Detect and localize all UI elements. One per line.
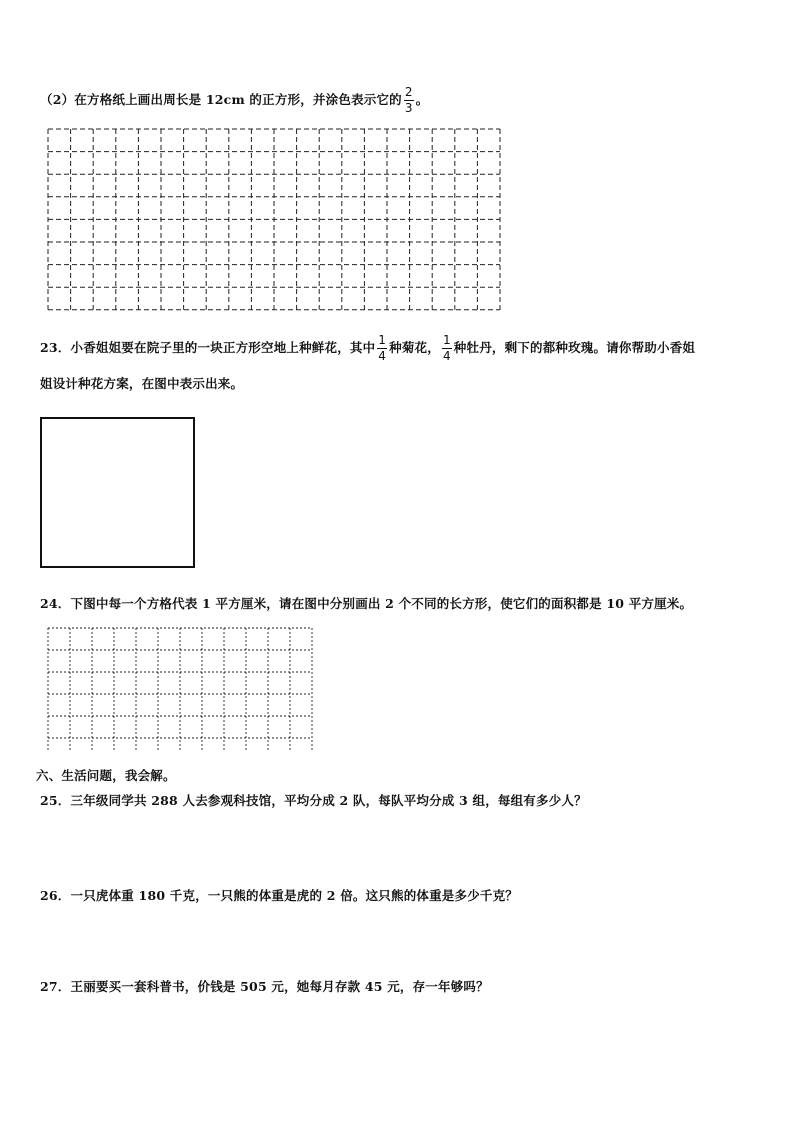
question-25: 25．三年级同学共 288 人去参观科技馆，平均分成 2 队，每队平均分成 3 组，每组有多少人？: [40, 793, 587, 808]
fraction-one-quarter: $\frac{1}{4}$: [442, 333, 451, 363]
question-26: 26．一只虎体重 180 千克，一只熊的体重是虎的 2 倍。这只熊的体重是多少千克？: [40, 888, 518, 903]
question-27: 27．王丽要买一套科普书，价钱是 505 元，她每月存款 45 元，存一年够吗？: [40, 979, 489, 994]
question-24: 24．下图中每一个方格代表 1 平方厘米，请在图中分别画出 2 个不同的长方形，使它们的面积都是 10 平方厘米。: [40, 596, 693, 611]
fraction-two-thirds: $\frac{2}{3}$: [404, 85, 413, 115]
dashed-grid-paper[interactable]: [46, 127, 502, 311]
square-garden-plot[interactable]: [40, 417, 195, 568]
fraction-one-quarter: $\frac{1}{4}$: [378, 333, 387, 363]
square-centimeter-grid[interactable]: [46, 626, 316, 750]
question-23-line-2: 姐设计种花方案，在图中表示出来。: [40, 376, 244, 391]
section-6-heading: 六、生活问题，我会解。: [36, 768, 176, 783]
question-23-line-1: 23．小香姐姐要在院子里的一块正方形空地上种鲜花，其中 $\frac{1}{4}$ 种菊花， $\frac{1}{4}$ 种牡丹，剩下的都种玫瑰。请你帮助小香姐: [40, 333, 696, 363]
question-22-2-text: （2）在方格纸上画出周长是 12cm 的正方形，并涂色表示它的: [40, 92, 402, 107]
question-22-2: （2）在方格纸上画出周长是 12cm 的正方形，并涂色表示它的 $\frac{2}{3}$ 。: [40, 85, 429, 115]
